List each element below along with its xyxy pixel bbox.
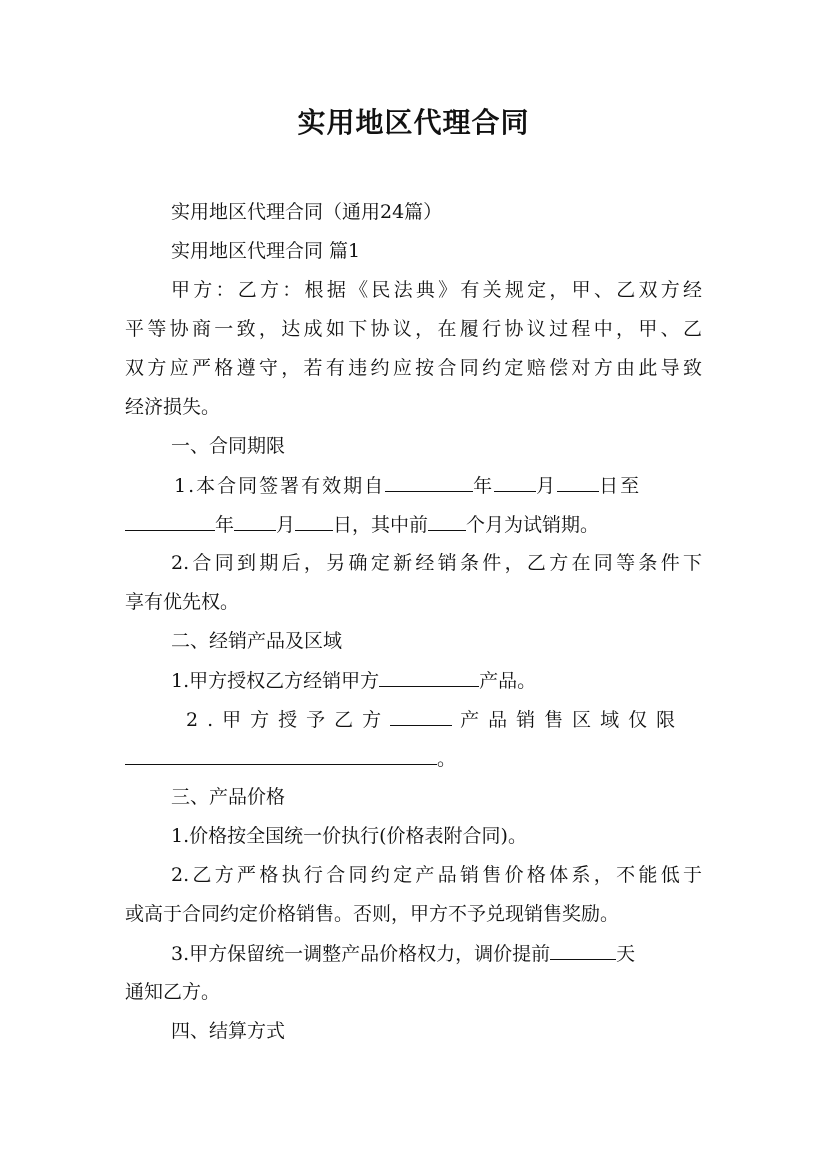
s3-item1: 1.价格按全国统一价执行(价格表附合同)。 (171, 825, 527, 847)
date-blank (295, 510, 333, 531)
s2-item1 (171, 666, 536, 695)
s2-item2-end: 。 (437, 748, 457, 770)
section-1-heading: 一、合同期限 (171, 435, 286, 457)
s1-item2-line2: 享有优先权。 (125, 591, 240, 613)
region-blank (125, 744, 437, 765)
s3-item2-line1: 2.乙方严格执行合同约定产品销售价格体系，不能低于 (171, 864, 702, 886)
s1-item1-text: 1.本合同签署有效期自 (174, 475, 386, 497)
section-2-heading: 二、经销产品及区域 (171, 630, 343, 652)
s1-month-label: 月 (536, 475, 558, 497)
document-subtitle: 实用地区代理合同（通用24篇） (171, 201, 443, 223)
section-heading: 实用地区代理合同 篇1 (171, 240, 361, 262)
s1-item2-line1: 2.合同到期后，另确定新经销条件，乙方在同等条件下 (171, 552, 702, 574)
document-title: 实用地区代理合同 (297, 106, 530, 139)
s2-item2-text: 2.甲方授予乙方 (186, 709, 391, 731)
s1-trial-label: 个月为试销期。 (466, 514, 600, 536)
section-3-heading: 三、产品价格 (171, 786, 286, 808)
intro-line-1: 甲方：乙方：根据《民法典》有关规定，甲、乙双方经 (171, 279, 702, 301)
s2-item2-line1 (186, 705, 684, 734)
s1-year-label: 年 (473, 475, 495, 497)
s3-item3-line2: 通知乙方。 (125, 981, 221, 1003)
s2-item1-text: 1.甲方授权乙方经销甲方 (171, 670, 380, 692)
s1-b-month-label: 月 (276, 514, 296, 536)
s1-b-day-label: 日，其中前 (333, 514, 429, 536)
s3-item3-days: 天 (616, 943, 636, 965)
grantee-blank (390, 705, 452, 726)
s3-item3-line1 (171, 939, 635, 968)
date-blank (234, 510, 276, 531)
s2-item2-region: 产品销售区域仅限 (460, 709, 685, 731)
s1-b-year-label: 年 (215, 514, 235, 536)
s3-item3-text: 3.甲方保留统一调整产品价格权力，调价提前 (171, 943, 551, 965)
intro-line-3: 双方应严格遵守，若有违约应按合同约定赔偿对方由此导致 (125, 357, 702, 379)
s2-item1-suffix: 产品。 (479, 670, 537, 692)
date-blank (385, 471, 473, 492)
date-blank (557, 471, 599, 492)
s1-item1-line1 (174, 471, 641, 500)
s1-item1-line2 (125, 510, 599, 539)
s2-item2-line2 (125, 744, 456, 773)
section-4-heading: 四、结算方式 (171, 1020, 286, 1042)
days-blank (550, 939, 616, 960)
intro-line-4: 经济损失。 (125, 396, 221, 418)
s3-item2-line2: 或高于合同约定价格销售。否则，甲方不予兑现销售奖励。 (125, 903, 620, 925)
product-blank (379, 666, 479, 687)
trial-months-blank (428, 510, 466, 531)
s1-day-to-label: 日至 (599, 475, 642, 497)
intro-line-2: 平等协商一致，达成如下协议，在履行协议过程中，甲、乙 (125, 318, 702, 340)
date-blank (494, 471, 536, 492)
date-blank (125, 510, 215, 531)
